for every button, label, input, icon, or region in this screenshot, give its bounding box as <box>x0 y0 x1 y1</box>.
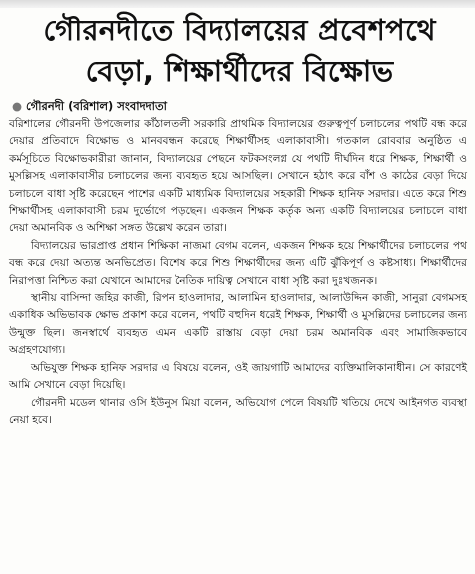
page-edge-strip <box>0 0 475 8</box>
paragraph: বিদ্যালয়ের ভারপ্রাপ্ত প্রধান শিক্ষিকা নাজমা বেগম বলেন, একজন শিক্ষক হয়ে শিক্ষার্থীদের চলাচলের পথ বন্ধ করে দেয়া অত্যন্ত অনভিপ্রেত। বিশেষ করে শিশু শিক্ষার্থীদের জন্য এটি ঝুঁকিপূর্ণ ও কষ্টসাধ্য। শিক্ষার্থীদের নিরাপত্তা নিশ্চিত করা যেখানে আমাদের নৈতিক দায়িত্ব সেখানে বাধা সৃষ্টি করা দুঃখজনক। <box>9 239 467 287</box>
paragraph: বরিশালের গৌরনদী উপজেলার কাঁঠালতলী সরকারি প্রাথমিক বিদ্যালয়ের গুরুত্বপূর্ণ চলাচলের পথটি বন্ধ করে দেয়ার প্রতিবাদে বিক্ষোভ ও মানববন্ধন করেছে শিক্ষার্থীসহ এলাকাবাসী। গতকাল রোববার অনুষ্ঠিত এ কর্মসূচিতে বিক্ষোভকারীরা জানান, বিদ্যালয়ের পেছনে ফটকসংলগ্ন যে পথটি দীর্ঘদিন ধরে শিক্ষক, শিক্ষার্থী ও মুসল্লিসহ এলাকাবাসীর চলাচলের জন্য ব্যবহৃত হয়ে আসছিল। সেখানে হঠাৎ করে বাঁশ ও কাঠের বেড়া দিয়ে চলাচলে বাধা সৃষ্টি করেছেন পাশের একটি মাধ্যমিক বিদ্যালয়ের সহকারী শিক্ষক হানিফ সরদার। এতে করে শিশু শিক্ষার্থীসহ এলাকাবাসী চরম দুর্ভোগে পড়ছেন। একজন শিক্ষক কর্তৃক অন্য একটি বিদ্যালয়ের চলাচলে বাধা দেয়া অমানবিক ও অশিক্ষা সঙ্গত উল্লেখ করেন তারা। <box>9 118 467 235</box>
bullet-icon: ● <box>12 99 23 113</box>
byline <box>12 98 167 117</box>
paragraph: স্থানীয় বাসিন্দা জহির কাজী, রিপন হাওলাদার, আলামিন হাওলাদার, আলাউদ্দিন কাজী, সানুরা বেগমসহ একাধিক অভিভাবক ক্ষোভ প্রকাশ করে বলেন, পথটি বহুদিন ধরেই শিক্ষক, শিক্ষার্থী ও মুসল্লিদের চলাচলের জন্য উন্মুক্ত ছিল। জনস্বার্থে ব্যবহৃত এমন একটি রাস্তায় বেড়া দেয়া চরম অমানবিক এবং সামাজিকভাবে অগ্রহণযোগ্য। <box>9 292 467 357</box>
headline <box>10 10 469 92</box>
headline-line-2: বেড়া, শিক্ষার্থীদের বিক্ষোভ <box>85 54 394 88</box>
headline-line-1: গৌরনদীতে বিদ্যালয়ের প্রবেশপথে <box>43 13 436 47</box>
byline-text: গৌরনদী (বরিশাল) সংবাদদাতা <box>26 99 167 113</box>
paragraph: অভিযুক্ত শিক্ষক হানিফ সরদার এ বিষয়ে বলেন, ওই জায়গাটি আমাদের ব্যক্তিমালিকানাধীন। সে কারণেই আমি সেখানে বেড়া দিয়েছি। <box>9 361 467 392</box>
article-body <box>9 116 467 429</box>
paragraph: গৌরনদী মডেল থানার ওসি ইউনুস মিয়া বলেন, অভিযোগ পেলে বিষয়টি খতিয়ে দেখে আইনগত ব্যবস্থা নেয়া হবে। <box>9 396 467 426</box>
